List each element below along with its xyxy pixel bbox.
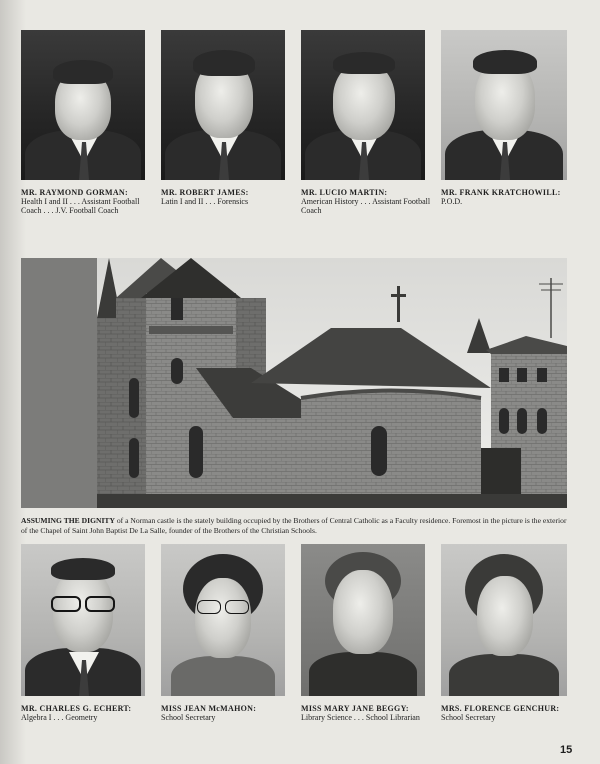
portrait-jean-mcmahon [161, 544, 285, 696]
faculty-name: MR. CHARLES G. ECHERT: [21, 704, 132, 713]
faculty-name: MR. LUCIO MARTIN: [301, 188, 388, 197]
faculty-role: Health I and II . . . Assistant Football Coach . . . J.V. Football Coach [21, 197, 140, 215]
caption-lucio-martin [301, 188, 431, 215]
portrait-frank-kratchowill [441, 30, 567, 180]
caption-robert-james [161, 188, 289, 206]
caption-jean-mcmahon [161, 704, 289, 722]
portrait-robert-james [161, 30, 285, 180]
caption-lead: ASSUMING THE DIGNITY [21, 516, 115, 525]
portrait-mary-jane-beggy [301, 544, 425, 696]
faculty-name: MRS. FLORENCE GENCHUR: [441, 704, 560, 713]
faculty-role: P.O.D. [441, 197, 463, 206]
faculty-name: MR. FRANK KRATCHOWILL: [441, 188, 561, 197]
faculty-name: MR. ROBERT JAMES: [161, 188, 249, 197]
caption-raymond-gorman [21, 188, 149, 215]
chapel-illustration [21, 258, 567, 508]
faculty-name: MR. RAYMOND GORMAN: [21, 188, 128, 197]
portrait-raymond-gorman [21, 30, 145, 180]
faculty-name: MISS JEAN McMAHON: [161, 704, 257, 713]
portrait-charles-echert [21, 544, 145, 696]
faculty-role: Library Science . . . School Librarian [301, 713, 420, 722]
building-caption [21, 516, 567, 536]
caption-frank-kratchowill [441, 188, 571, 206]
portrait-lucio-martin [301, 30, 425, 180]
faculty-role: Algebra I . . . Geometry [21, 713, 98, 722]
faculty-role: American History . . . Assistant Football Coach [301, 197, 431, 215]
faculty-role: School Secretary [161, 713, 216, 722]
caption-text: of a Norman castle is the stately building occupied by the Brothers of Central Catholic as a Faculty residence. Foremost in the picture is the exterior of the Chapel of Saint John Baptist De La Salle, founder of the Brothers of the Christian Schools. [21, 516, 567, 535]
portrait-florence-genchur [441, 544, 567, 696]
faculty-role: Latin I and II . . . Forensics [161, 197, 249, 206]
page-number: 15 [560, 744, 573, 756]
caption-mary-jane-beggy [301, 704, 433, 722]
faculty-role: School Secretary [441, 713, 496, 722]
building-photo [21, 258, 567, 508]
faculty-name: MISS MARY JANE BEGGY: [301, 704, 409, 713]
caption-charles-echert [21, 704, 149, 722]
caption-florence-genchur [441, 704, 573, 722]
